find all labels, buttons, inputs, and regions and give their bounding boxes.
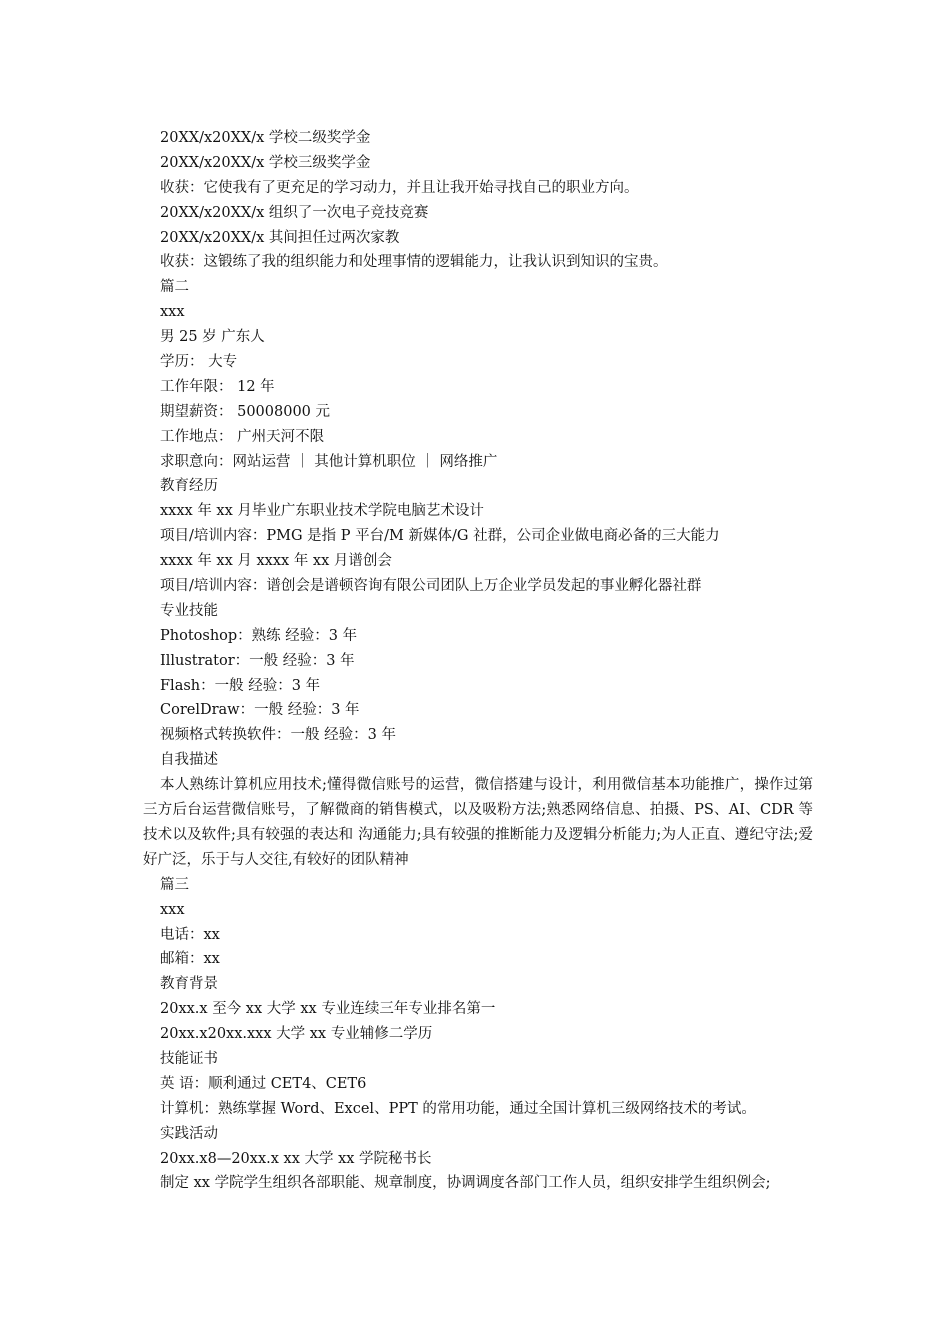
skill-line: Flash：一般 经验：3 年 bbox=[160, 677, 321, 694]
skill-line: 视频格式转换软件：一般 经验：3 年 bbox=[160, 727, 396, 744]
location-line: 工作地点： 广州天河不限 bbox=[160, 428, 325, 445]
award-line: 20XX/x20XX/x 学校三级奖学金 bbox=[160, 154, 371, 171]
name-line: xxx bbox=[160, 901, 185, 918]
education-line: xxxx 年 xx 月 xxxx 年 xx 月谱创会 bbox=[160, 553, 392, 570]
project-line: 项目/培训内容：谱创会是谱顿咨询有限公司团队上万企业学员发起的事业孵化器社群 bbox=[160, 578, 702, 595]
skill-line: CorelDraw：一般 经验：3 年 bbox=[160, 702, 360, 719]
activity-line: 20XX/x20XX/x 组织了一次电子竞技竞赛 bbox=[160, 204, 429, 221]
project-line: 项目/培训内容：PMG 是指 P 平台/M 新媒体/G 社群，公司企业做电商必备的三大能力 bbox=[160, 528, 720, 545]
self-description-paragraph: 本人熟练计算机应用技术;懂得微信账号的运营，微信搭建与设计，利用微信基本功能推广，操作过第三方后台运营微信账号，了解微商的销售模式，以及吸粉方法;熟悉网络信息、拍摄、PS、AI、CDR 等技术以及软件;具有较强的表达和 沟通能力;具有较强的推断能力及逻辑分析能力;为人正直、遵纪守法;爱好广泛，乐于与人交往,有较好的团队精神 bbox=[143, 777, 813, 868]
subheading: 教育背景 bbox=[160, 976, 218, 993]
phone-line: 电话：xx bbox=[160, 926, 220, 943]
education-line: xxxx 年 xx 月毕业广东职业技术学院电脑艺术设计 bbox=[160, 503, 484, 520]
subheading: 自我描述 bbox=[160, 752, 218, 769]
practice-description-paragraph: 制定 xx 学院学生组织各部职能、规章制度，协调调度各部门工作人员，组织安排学生组织例会; bbox=[160, 1175, 771, 1192]
document-body bbox=[143, 126, 813, 1196]
subheading: 技能证书 bbox=[160, 1051, 218, 1068]
education-line: 20xx.x20xx.xxx 大学 xx 专业辅修二学历 bbox=[160, 1026, 433, 1043]
certificate-line: 计算机：熟练掌握 Word、Excel、PPT 的常用功能，通过全国计算机三级网络技术的考试。 bbox=[160, 1100, 756, 1117]
skill-line: Illustrator：一般 经验：3 年 bbox=[160, 652, 355, 669]
activity-line: 20XX/x20XX/x 其间担任过两次家教 bbox=[160, 229, 400, 246]
subheading: 实践活动 bbox=[160, 1125, 218, 1142]
work-years-line: 工作年限： 12 年 bbox=[160, 378, 275, 395]
email-line: 邮箱：xx bbox=[160, 951, 220, 968]
certificate-line: 英 语：顺利通过 CET4、CET6 bbox=[160, 1075, 367, 1092]
education-level-line: 学历： 大专 bbox=[160, 354, 238, 371]
subheading: 专业技能 bbox=[160, 602, 218, 619]
skill-line: Photoshop：熟练 经验：3 年 bbox=[160, 627, 358, 644]
salary-line: 期望薪资： 50008000 元 bbox=[160, 403, 331, 420]
subheading: 教育经历 bbox=[160, 478, 218, 495]
section-heading: 篇三 bbox=[160, 876, 189, 893]
practice-line: 20xx.x8—20xx.x xx 大学 xx 学院秘书长 bbox=[160, 1150, 432, 1167]
section-heading: 篇二 bbox=[160, 279, 189, 296]
profile-line: 男 25 岁 广东人 bbox=[160, 329, 265, 346]
name-line: xxx bbox=[160, 304, 185, 321]
job-intention-line: 求职意向：网站运营 ｜ 其他计算机职位 ｜ 网络推广 bbox=[160, 453, 498, 470]
gain-line: 收获：这锻练了我的组织能力和处理事情的逻辑能力，让我认识到知识的宝贵。 bbox=[160, 254, 668, 271]
education-line: 20xx.x 至今 xx 大学 xx 专业连续三年专业排名第一 bbox=[160, 1001, 496, 1018]
award-line: 20XX/x20XX/x 学校二级奖学金 bbox=[160, 130, 371, 146]
gain-line: 收获：它使我有了更充足的学习动力，并且让我开始寻找自己的职业方向。 bbox=[160, 179, 639, 196]
